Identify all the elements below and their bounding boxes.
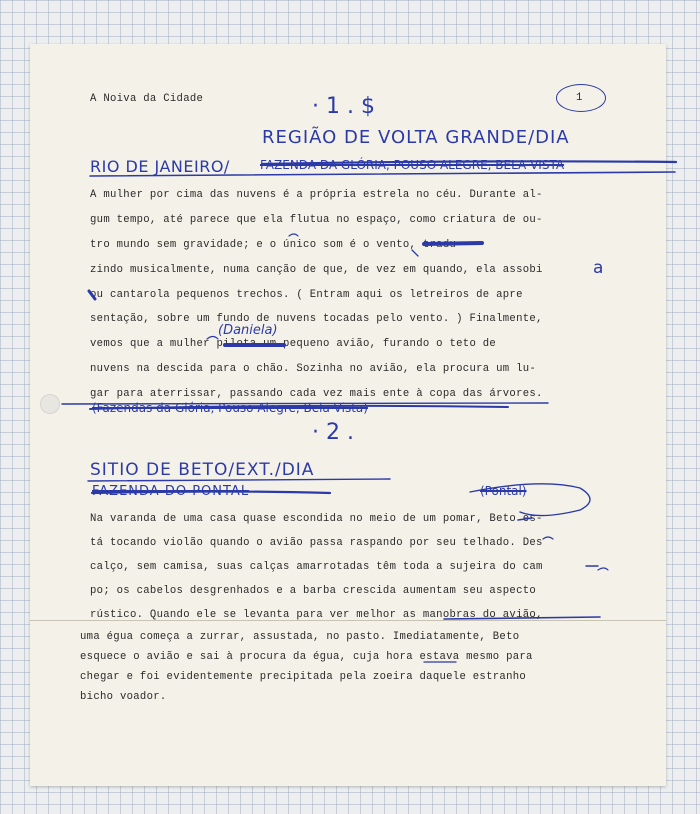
scene2-number-mark: · 2 . [312, 420, 354, 445]
scene1-location-handwritten: RIO DE JANEIRO/ [90, 157, 230, 176]
scene1-line: ou cantarola pequenos trechos. ( Entram aqui os letreiros de apre [90, 289, 523, 301]
scene2-line: rústico. Quando ele se levanta para ver melhor as manobras do avião, [90, 609, 543, 621]
scene2-line: calço, sem camisa, suas calças amarrotadas têm toda a sujeira do cam [90, 561, 543, 573]
scene1-heading-struck: FAZENDA DA GLÓRIA, POUSO ALEGRE, BELA VISTA [260, 158, 565, 172]
scene2-line: tá tocando violão quando o avião passa raspando por seu telhado. Des [90, 537, 543, 549]
scene2-line: po; os cabelos desgrenhados e a barba crescida aumentam seu aspecto [90, 585, 537, 597]
scene1-insert-letter: a [593, 258, 604, 278]
scene1-line: gar para aterrissar, passando cada vez mais ente à copa das árvores. [90, 388, 543, 400]
scene1-line: sentação, sobre um fundo de nuvens tocadas pelo vento. ) Finalmente, [90, 313, 543, 325]
scene1-line: zindo musicalmente, numa canção de que, de vez em quando, ela assobi [90, 264, 543, 276]
document-title: A Noiva da Cidade [90, 93, 204, 105]
scene1-line: vemos que a mulher pilota um pequeno avião, furando o teto de [90, 338, 497, 350]
page-number: 1 [576, 92, 583, 104]
scene1-footer-struck: (Fazendas da Glória, Pouso Alegre, Bela Vista) [92, 401, 368, 415]
scene2-heading-struck: FAZENDA DO PONTAL [92, 484, 250, 499]
scene1-line: tro mundo sem gravidade; e o único som é o vento, tradu - [90, 239, 470, 251]
scene2-pasted-line: bicho voador. [80, 691, 167, 703]
scene1-heading-handwritten: REGIÃO DE VOLTA GRANDE/DIA [262, 127, 570, 148]
scene2-pasted-line: chegar e foi evidentemente precipitada pela zoeira daquele estranho [80, 671, 527, 683]
punch-hole [40, 394, 60, 414]
scene2-line: Na varanda de uma casa quase escondida no meio de um pomar, Beto es- [90, 513, 543, 525]
scene2-pasted-line: esquece o avião e sai à procura da égua, cuja hora estava mesmo para [80, 651, 533, 663]
scene1-line: nuvens na descida para o chão. Sozinha no avião, ela procura um lu- [90, 363, 537, 375]
scene1-number-mark: · 1 . $ [312, 94, 375, 119]
scene1-line: A mulher por cima das nuvens é a própria estrela no céu. Durante al- [90, 189, 543, 201]
scene1-line: gum tempo, até parece que ela flutua no espaço, como criatura de ou- [90, 214, 543, 226]
scene2-heading-handwritten: SITIO DE BETO/EXT./DIA [90, 460, 315, 480]
scene2-pasted-line: uma égua começa a zurrar, assustada, no pasto. Imediatamente, Beto [80, 631, 520, 643]
scene1-name-insert: (Daniela) [218, 323, 278, 338]
scene2-struck-right: (Pontal) [480, 484, 527, 498]
